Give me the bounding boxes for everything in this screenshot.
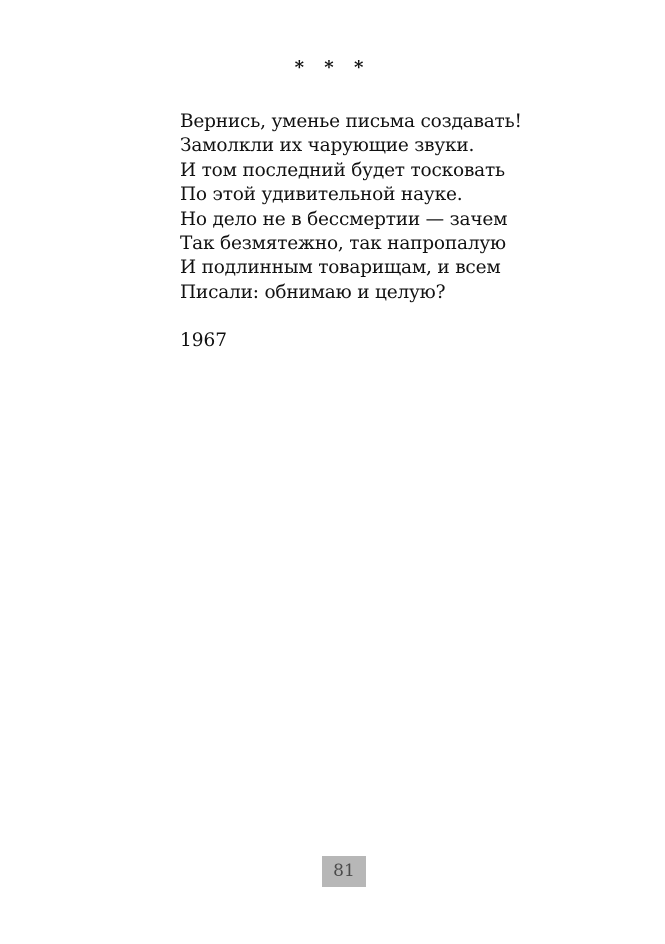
poem-line: Но дело не в бессмертии — зачем (180, 208, 508, 230)
poem-line: Так безмятежно, так напропалую (180, 233, 506, 255)
poem-line: И том последний будет тосковать (180, 159, 505, 181)
poem-line: Писали: обнимаю и целую? (180, 281, 446, 303)
page-number: 81 (322, 856, 366, 887)
poem-line: Замолкли их чарующие звуки. (180, 135, 475, 157)
poem-body (180, 110, 522, 305)
poem-line: Вернись, уменье письма создавать! (180, 111, 522, 132)
poem-date: 1967 (180, 330, 228, 351)
poem-line: По этой удивительной науке. (180, 184, 463, 206)
section-ornament: * * * (294, 57, 371, 78)
poem-line: И подлинным товарищам, и всем (180, 257, 501, 279)
